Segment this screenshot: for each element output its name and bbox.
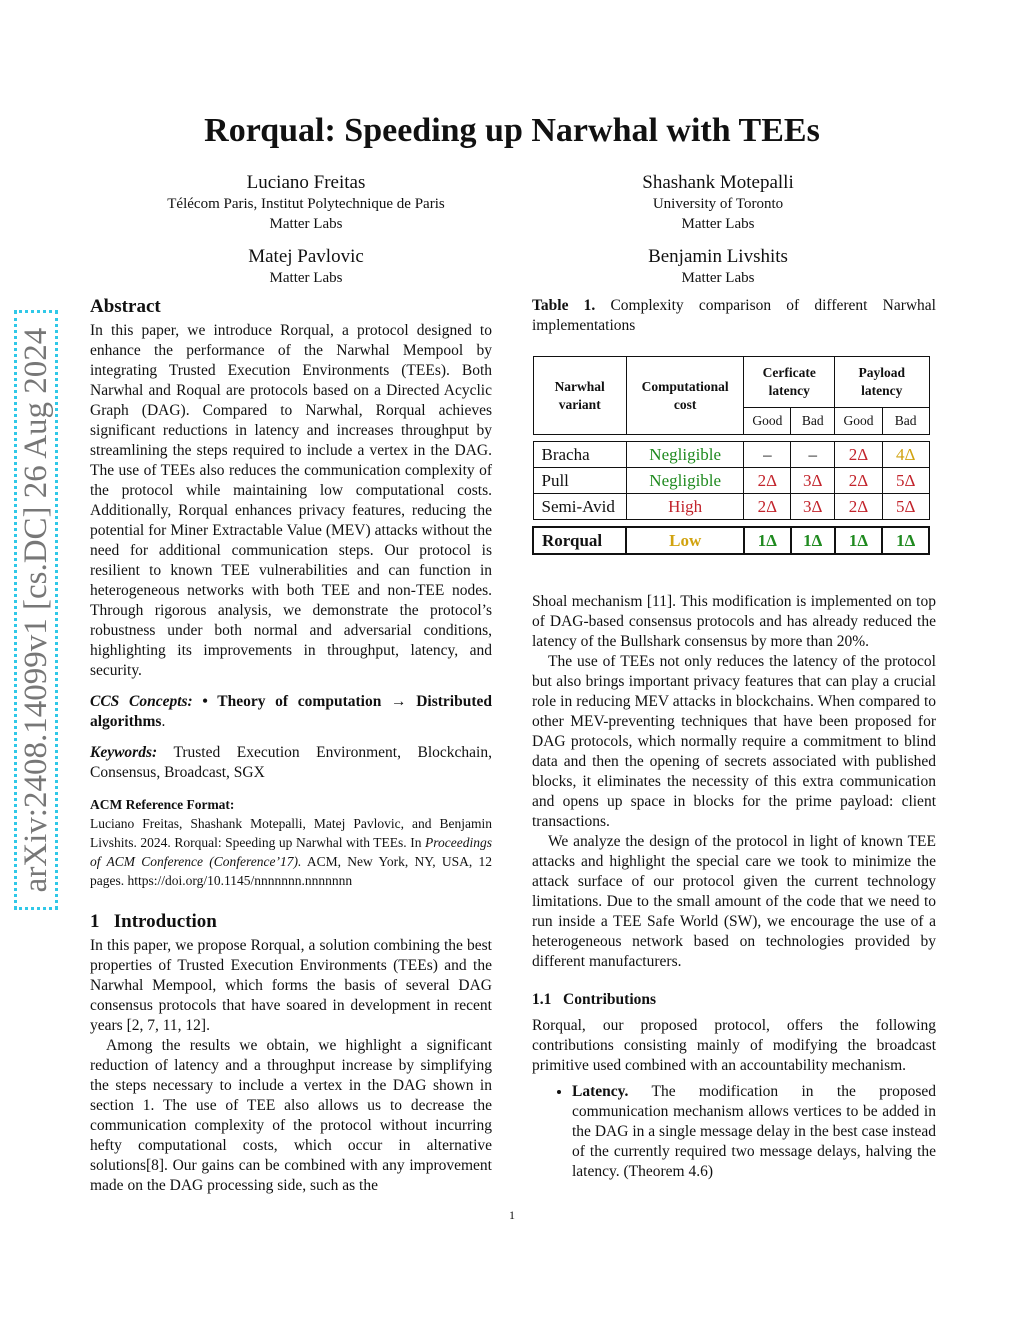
ccs-end: .	[161, 713, 166, 730]
cell-payload-bad: 5Δ	[882, 494, 929, 520]
intro-heading-number: 1	[90, 911, 100, 932]
ccs-concepts	[90, 692, 492, 732]
cell-payload-good: 1Δ	[835, 527, 883, 554]
cell-variant: Semi-Avid	[533, 494, 626, 520]
contribution-label: Latency.	[572, 1083, 629, 1100]
contribution-text: The modification in the proposed communication mechanism allows vertices to be added in the DAG in a single message delay in the best case instead of the currently required two message delays, halving the latency. (Theorem 4.6)	[572, 1083, 936, 1180]
header-variant: Narwhal variant	[533, 357, 626, 435]
author-affiliation: Matter Labs	[681, 270, 755, 286]
intro-paragraph-2: Among the results we obtain, we highlight a significant reduction of latency and a throughput increase by simplifying the steps necessary to include a vertex in the DAG shown in section 1. The use of TEE also allows us to decrease the communication complexity of the protocol without incurring hefty computational costs, which occur in alternative solutions[8]. Our gains can be combined with any improvement made on the DAG processing side, such as the	[90, 1037, 492, 1194]
acm-reference	[90, 795, 492, 890]
table-separator	[533, 520, 929, 528]
cell-cert-bad: 3Δ	[791, 494, 835, 520]
keywords	[90, 743, 492, 783]
table-caption-label: Table 1.	[532, 297, 596, 314]
author-name: Benjamin Livshits	[648, 246, 788, 267]
acm-reference-venue: Proceedings of ACM Conference (Conference’17).	[90, 835, 492, 869]
cell-cert-good: –	[744, 442, 791, 468]
ccs-text: • Theory of computation → Distributed algorithms	[90, 693, 493, 730]
intro-paragraph-3: Shoal mechanism [11]. This modification is implemented on top of DAG-based consensus protocols and has already reduced the latency of the Bullshark consensus by more than 20%.	[532, 593, 936, 650]
author-affiliation: Matter Labs	[681, 216, 755, 232]
header-cert-good: Good	[744, 408, 791, 435]
header-cost: Computational cost	[626, 357, 744, 435]
author-block-2	[518, 172, 918, 234]
contributions-list	[532, 1082, 936, 1182]
table-caption	[532, 296, 936, 336]
contributions-heading-number: 1.1	[532, 991, 552, 1008]
cell-variant: Bracha	[533, 442, 626, 468]
intro-heading	[90, 912, 492, 932]
abstract-text: In this paper, we introduce Rorqual, a protocol designed to enhance the performance of the Narwhal Mempool by integrating Trusted Execution Environments (TEEs). Both Narwhal and Roqual are protocols based on a Directed Acyclic Graph (DAG). Compared to Narwhal, Rorqual achieves significant reductions in latency and increases throughput by streamlining the steps required to include a vertex in the DAG. The use of TEEs also reduces the communication complexity of the protocol while maintaining low computational costs. Additionally, Rorqual enhances privacy features, reducing the potential for Miner Extractable Value (MEV) attacks without the need for additional communication steps. Our protocol is resilient to known TEE vulnerabilities and can function in heterogeneous networks with both TEE and non-TEE nodes. Through rigorous analysis, we demonstrate the protocol’s robustness under both normal and adversarial conditions, highlighting its improvements in throughput, latency, and security.	[90, 322, 492, 679]
author-affiliation: University of Toronto	[652, 196, 784, 212]
cell-variant: Rorqual	[533, 527, 626, 554]
header-payload-good: Good	[835, 408, 883, 435]
ccs-label: CCS Concepts:	[90, 693, 193, 710]
author-name: Shashank Motepalli	[642, 172, 794, 193]
table-row	[533, 442, 929, 468]
cell-cert-good: 2Δ	[744, 468, 791, 494]
author-block-3	[106, 246, 506, 288]
arxiv-stamp: arXiv:2408.14099v1 [cs.DC] 26 Aug 2024	[14, 310, 58, 910]
author-name: Matej Pavlovic	[248, 246, 364, 267]
list-item	[572, 1082, 936, 1182]
table-row	[533, 468, 929, 494]
left-column	[90, 297, 492, 1196]
contributions-heading	[532, 990, 936, 1010]
cell-cert-good: 1Δ	[744, 527, 791, 554]
keywords-label: Keywords:	[90, 744, 158, 761]
intro-heading-title: Introduction	[113, 911, 217, 932]
cell-cert-bad: –	[791, 442, 835, 468]
table-separator	[533, 435, 929, 442]
page-number: 1	[509, 1208, 515, 1222]
intro-paragraph-5: We analyze the design of the protocol in light of known TEE attacks and highlight the special care we took to minimize the attack surface of our protocol given the current technology limitations. Due to the small amount of the code that we need to run inside a TEE Safe World (SW), we encourage the use of a heterogeneous network based on technologies provided by different manufacturers.	[532, 833, 936, 970]
contributions-heading-title: Contributions	[563, 991, 657, 1008]
contributions-intro: Rorqual, our proposed protocol, offers the following contributions consisting mainly of modifying the broadcast primitive used combined with an accountability mechanism.	[532, 1017, 936, 1074]
cell-variant: Pull	[533, 468, 626, 494]
paper-title: Rorqual: Speeding up Narwhal with TEEs	[204, 112, 820, 149]
right-column	[532, 592, 936, 1182]
header-cert-bad: Bad	[791, 408, 835, 435]
keywords-text: Trusted Execution Environment, Blockchain, Consensus, Broadcast, SGX	[90, 744, 492, 781]
acm-reference-part1: Luciano Freitas, Shashank Motepalli, Matej Pavlovic, and Benjamin Livshits. 2024. Rorqual: Speeding up Narwhal with TEEs. In	[90, 816, 492, 850]
table-row	[533, 494, 929, 520]
author-affiliation: Matter Labs	[269, 216, 343, 232]
cell-payload-bad: 1Δ	[882, 527, 929, 554]
cell-payload-good: 2Δ	[835, 442, 883, 468]
cell-cert-bad: 3Δ	[791, 468, 835, 494]
cell-cost: Negligible	[626, 468, 744, 494]
cell-cert-bad: 1Δ	[791, 527, 835, 554]
cell-payload-bad: 4Δ	[882, 442, 929, 468]
cell-cost: Negligible	[626, 442, 744, 468]
cell-payload-good: 2Δ	[835, 494, 883, 520]
abstract-heading: Abstract	[90, 296, 161, 317]
cell-payload-bad: 5Δ	[882, 468, 929, 494]
cell-cert-good: 2Δ	[744, 494, 791, 520]
intro-paragraph-4: The use of TEEs not only reduces the latency of the protocol but also brings important privacy features that can play a crucial role in reducing MEV attacks in blockchains. When compared to other MEV-preventing techniques that have been proposed for DAG protocols, which normally require a commitment to blind data and then the opening of secrets associated with published blocks, it eliminates the necessity of this extra communication and opens up space in blocks for the prime payload: client transactions.	[532, 653, 936, 830]
author-affiliation: Matter Labs	[269, 270, 343, 286]
cell-cost: Low	[626, 527, 744, 554]
author-affiliation: Télécom Paris, Institut Polytechnique de Paris	[167, 196, 445, 212]
complexity-table	[532, 356, 930, 555]
cell-cost: High	[626, 494, 744, 520]
acm-reference-heading: ACM Reference Format:	[90, 797, 235, 812]
table-caption-text: Complexity comparison of different Narwhal implementations	[532, 297, 936, 334]
header-certificate-latency: Cerficate latency	[744, 357, 835, 408]
acm-reference-part2: ACM, New York, NY, USA, 12 pages. https://doi.org/10.1145/nnnnnnn.nnnnnnn	[90, 854, 492, 888]
header-payload-bad: Bad	[882, 408, 929, 435]
header-payload-latency: Payload latency	[835, 357, 929, 408]
author-name: Luciano Freitas	[246, 172, 366, 193]
author-block-4	[518, 246, 918, 288]
table-row-rorqual	[533, 527, 929, 554]
cell-payload-good: 2Δ	[835, 468, 883, 494]
intro-paragraph-1: In this paper, we propose Rorqual, a solution combining the best properties of Trusted Execution Environments (TEEs) and the Narwhal Mempool, which forms the basis of several DAG consensus protocols that have soared in development in recent years [2, 7, 11, 12].	[90, 937, 492, 1034]
author-block-1	[106, 172, 506, 234]
